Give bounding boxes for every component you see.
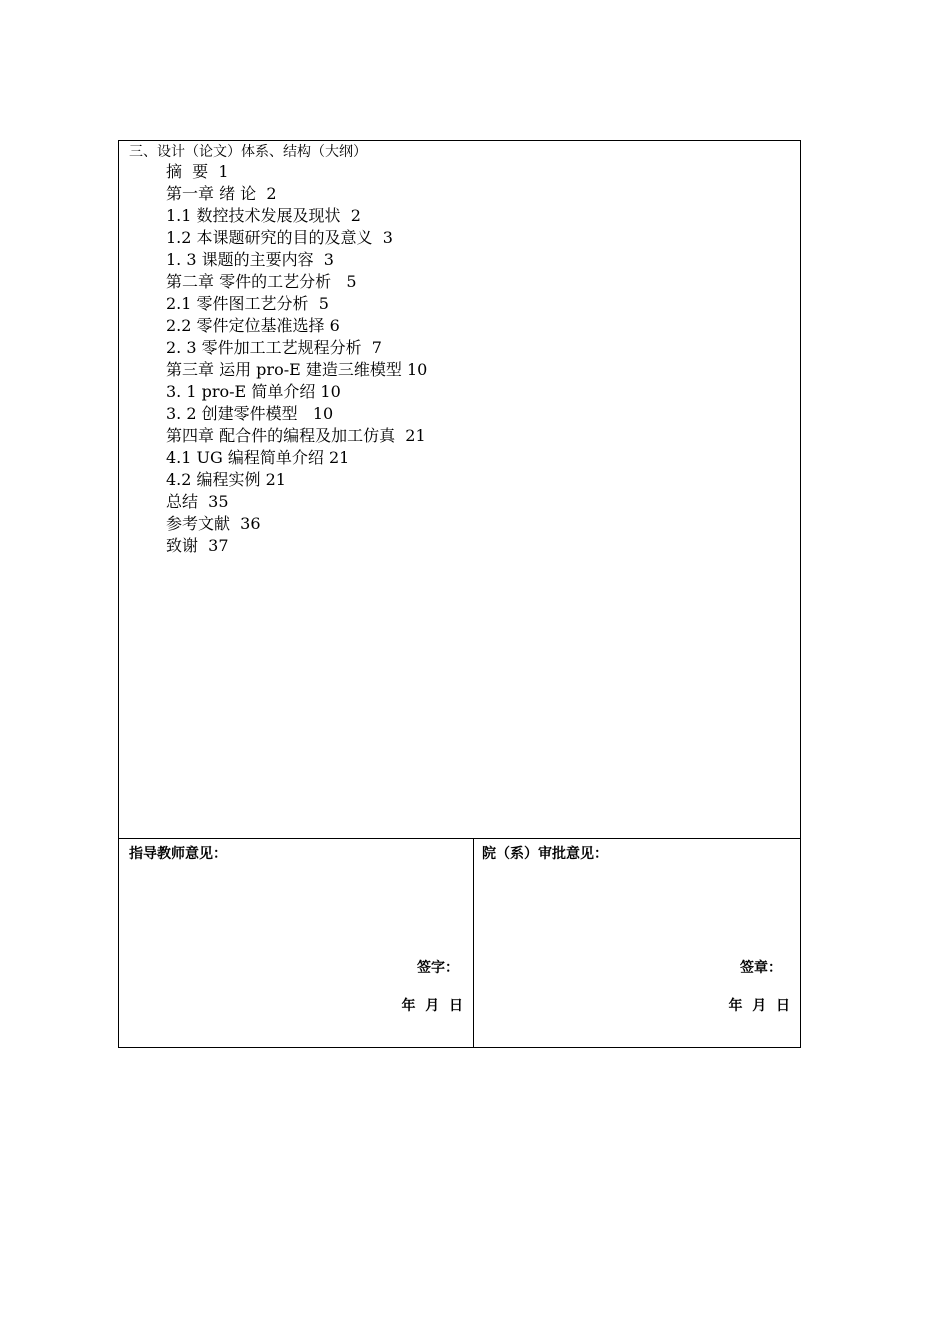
department-approval-cell xyxy=(474,839,800,1047)
toc-item: 第一章 绪 论 2 xyxy=(166,184,277,203)
toc-item: 2.2 零件定位基准选择 6 xyxy=(166,316,340,335)
toc-item: 3. 2 创建零件模型 10 xyxy=(166,404,334,423)
toc-item: 致谢 37 xyxy=(166,536,229,555)
toc-item: 总结 35 xyxy=(166,492,229,511)
toc-item: 第三章 运用 pro-E 建造三维模型 10 xyxy=(166,360,428,379)
opinions-row xyxy=(119,839,800,1047)
department-seal-label: 签章： xyxy=(740,960,782,976)
toc-item: 1.1 数控技术发展及现状 2 xyxy=(166,206,361,225)
table-of-contents xyxy=(166,161,427,557)
toc-item: 摘 要 1 xyxy=(166,162,229,181)
department-approval-label: 院（系）审批意见： xyxy=(482,846,608,862)
toc-item: 第二章 零件的工艺分析 5 xyxy=(166,272,357,291)
advisor-opinion-cell xyxy=(119,839,474,1047)
toc-item: 4.1 UG 编程简单介绍 21 xyxy=(166,448,350,467)
section-title: 三、设计（论文）体系、结构（大纲） xyxy=(129,144,367,160)
toc-item: 第四章 配合件的编程及加工仿真 21 xyxy=(166,426,426,445)
toc-item: 2. 3 零件加工工艺规程分析 7 xyxy=(166,338,382,357)
toc-item: 1.2 本课题研究的目的及意义 3 xyxy=(166,228,393,247)
department-date-label: 年 月 日 xyxy=(728,998,790,1014)
toc-item: 1. 3 课题的主要内容 3 xyxy=(166,250,334,269)
advisor-opinion-label: 指导教师意见： xyxy=(129,846,227,862)
toc-item: 2.1 零件图工艺分析 5 xyxy=(166,294,329,313)
advisor-signature-label: 签字： xyxy=(417,960,459,976)
toc-item: 3. 1 pro-E 简单介绍 10 xyxy=(166,382,341,401)
toc-item: 参考文献 36 xyxy=(166,514,261,533)
advisor-date-label: 年 月 日 xyxy=(401,998,463,1014)
toc-item: 4.2 编程实例 21 xyxy=(166,470,286,489)
outline-section xyxy=(119,141,800,839)
outline-form-table xyxy=(118,140,801,1048)
